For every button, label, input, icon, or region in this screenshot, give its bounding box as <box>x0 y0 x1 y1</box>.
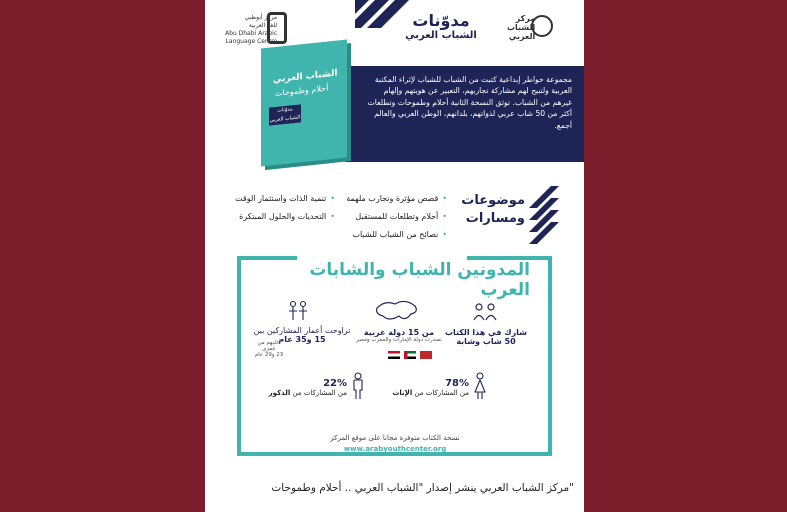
poster-page <box>205 0 584 467</box>
list-item: •أحلام وتطلعات للمستقبل <box>355 212 447 221</box>
male-icon <box>351 372 365 400</box>
intro-banner <box>345 66 584 162</box>
stat-participants: شارك في هذا الكتاب 50 شاب وشابة <box>444 328 528 346</box>
uae-flag-icon <box>404 351 416 359</box>
arab-youth-blogs-logo: مدوّنات الشباب العربي <box>405 11 477 41</box>
female-icon <box>473 372 487 400</box>
morocco-flag-icon <box>420 351 432 359</box>
age-figures-icon <box>287 300 309 322</box>
abu-dhabi-logo-icon <box>267 12 287 44</box>
section-title: المدونين الشباب والشابات العرب <box>309 260 530 300</box>
book-badge: مدوّنات الشباب العربي <box>269 104 301 125</box>
group-icon <box>473 302 497 322</box>
book-cover: الشباب العربي أحلام وطموحات مدوّنات الشباب العربي <box>261 39 347 166</box>
male-stat: 22% من المشاركات من الذكور <box>268 378 347 397</box>
arab-youth-center-logo: مركز الشباب العربي <box>507 14 536 41</box>
image-caption: "مركز الشباب العربي ينشر إصدار "الشباب العربي .. أحلام وطموحات <box>271 482 574 494</box>
abu-dhabi-arabic-centre-logo: مركز أبوظبي للغة العربية Abu Dhabi Arabic Language Centre <box>225 14 278 45</box>
topics-list-right <box>343 190 447 244</box>
website-link[interactable]: www.arabyouthcenter.org <box>343 445 447 453</box>
topics-stripes <box>523 186 563 246</box>
arab-world-map-icon <box>375 298 419 324</box>
stat-ages: تراوحت أعمار المشاركين بين 15 و35 عام <box>253 326 351 344</box>
topics-list-left <box>225 190 335 226</box>
arab-youth-center-emblem-icon <box>531 15 553 37</box>
female-stat: 78% من المشاركات من الإناث <box>392 378 469 397</box>
list-item: •نصائح من الشباب للشباب <box>352 230 447 239</box>
topics-heading: موضوعات ومسارات <box>461 193 525 226</box>
decorative-stripes <box>355 0 415 30</box>
caption-strip <box>205 467 584 512</box>
flags-row <box>388 351 432 359</box>
list-item: •قصص مؤثرة وتجارب ملهمة <box>346 194 447 203</box>
list-item: •تنمية الذات واستثمار الوقت <box>235 194 335 203</box>
list-item: •التحديات والحلول المبتكرة <box>239 212 335 221</box>
stat-ages-note: أغلبهم من عمري 23 و29 عام <box>254 340 284 358</box>
egypt-flag-icon <box>388 351 400 359</box>
stat-countries: من 15 دولة عربية تصدرت دولة الإمارات والمغرب ومصر <box>356 328 442 343</box>
availability-note: نسخة الكتاب متوفرة مجانا على موقع المركز <box>330 434 460 442</box>
intro-text: مجموعة خواطر إبداعية كتبت من الشباب للشباب لإثراء المكتبة العربية ولتبيح لهم مشاركة تجاربهم، التعبير عن هويتهم وإلهام غيرهم من الشباب. توثق النسخة الثانية أحلام وطموحات وتطلعات أكثر من 50 شاب عربي لذواتهم، بلدانهم، الوطن العربي والعالم أجمع. <box>367 75 572 130</box>
